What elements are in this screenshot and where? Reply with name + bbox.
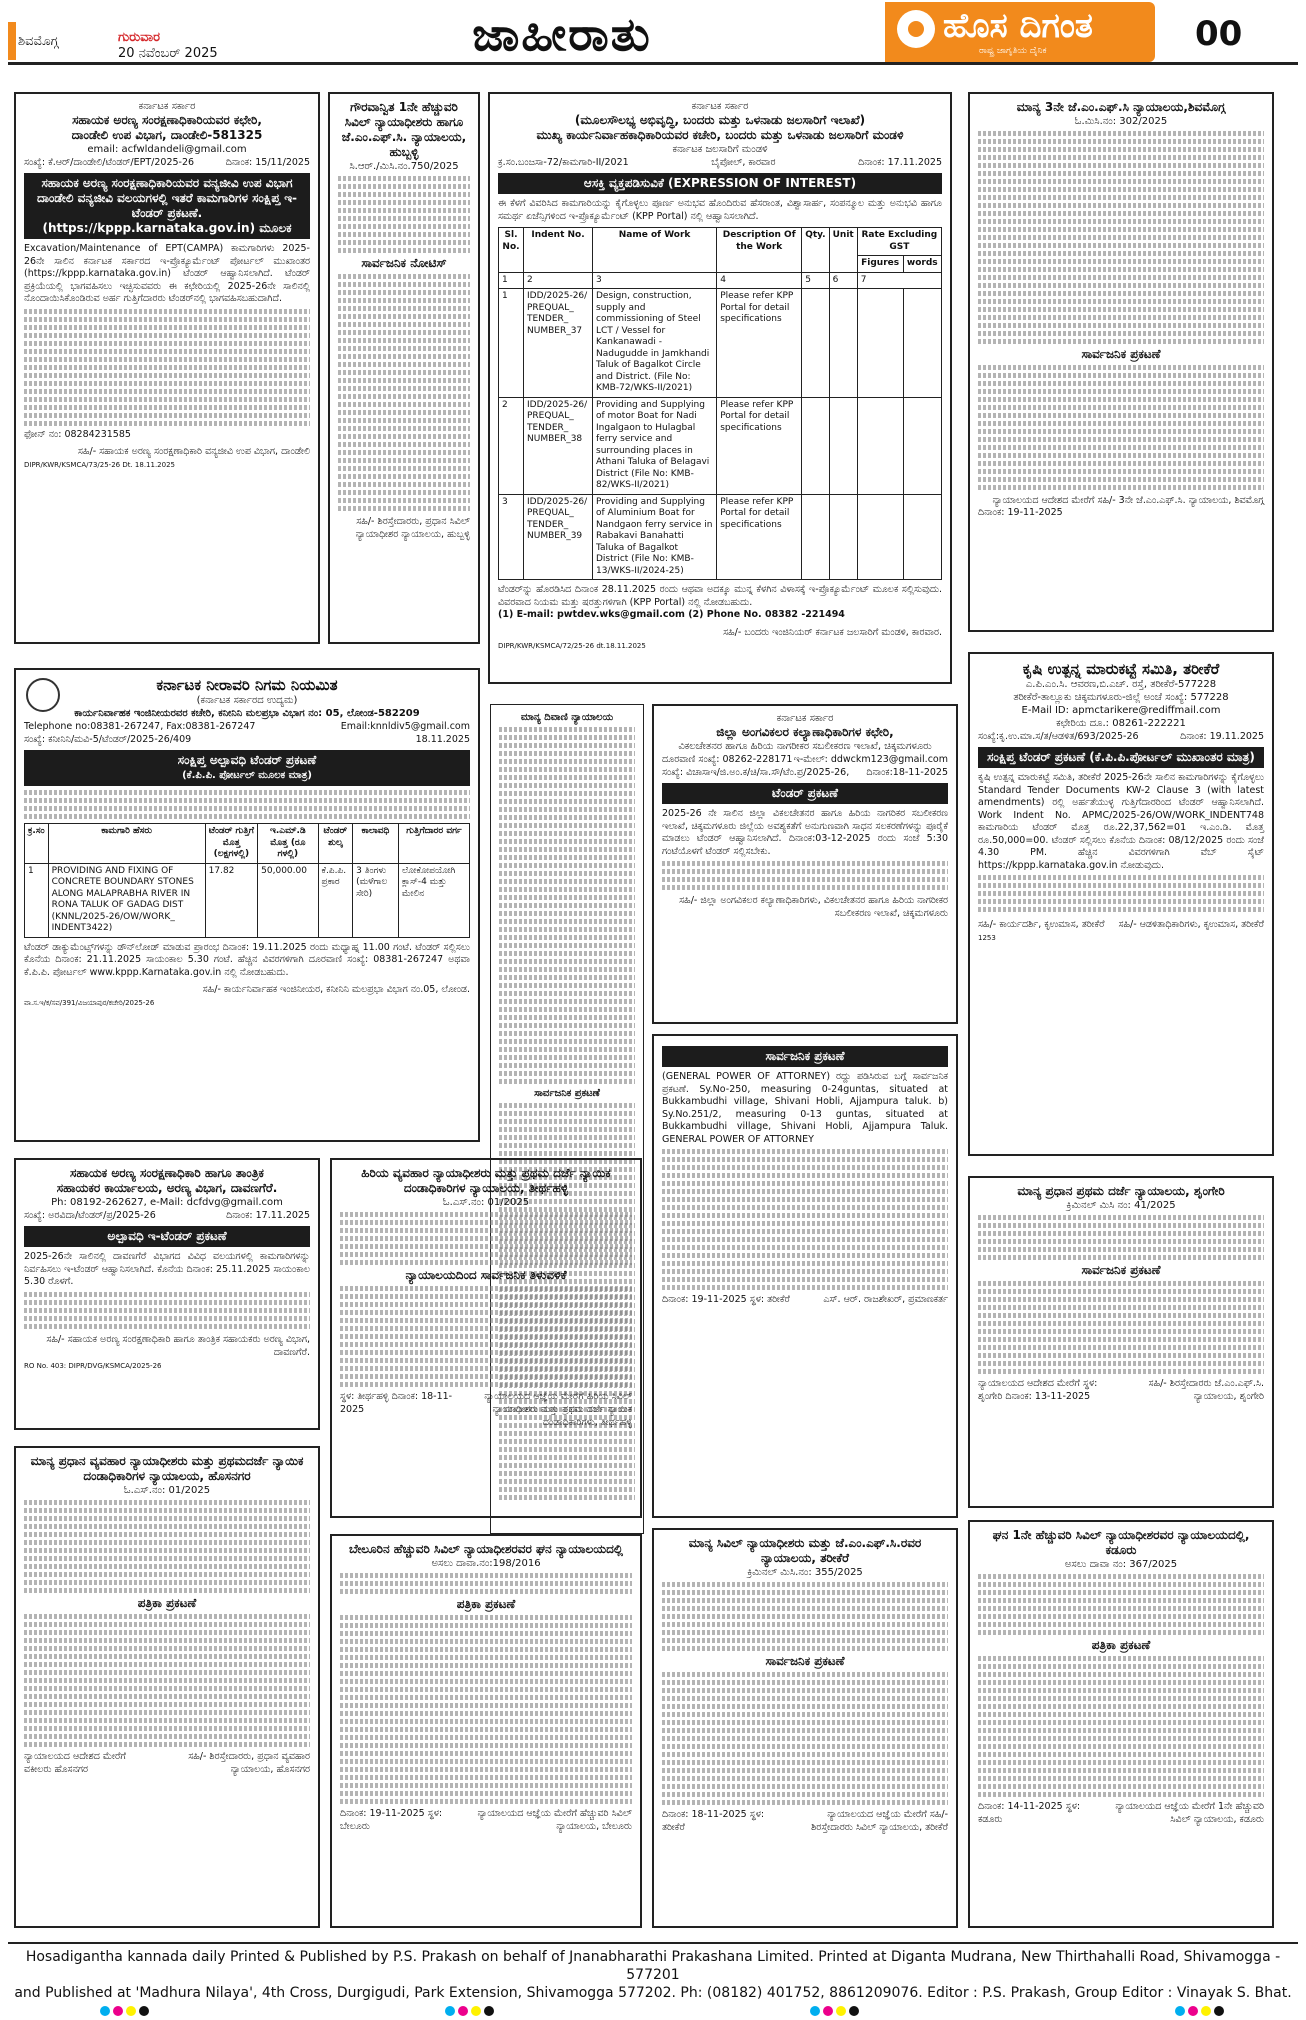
cyan-mark-icon [100, 2006, 110, 2016]
ad-case-number: ಕ್ರಿಮಿನಲ್ ಮಿಸಿ.ನಂ: 355/2025 [747, 1567, 863, 1578]
col-subheader: Figures [857, 256, 903, 273]
ad-signature-right: ನ್ಯಾಯಾಲಯದ ಆಜ್ಞೆಯ ಮೇರೆಗೆ ಸಹಿ/- ಶಿರಸ್ತೇದಾರರು ಸಿವಿಲ್ ನ್ಯಾಯಾಲಯ, ತರೀಕೆರೆ [811, 1809, 948, 1833]
ad-body: ಕೃಷಿ ಉತ್ಪನ್ನ ಮಾರುಕಟ್ಟೆ ಸಮಿತಿ, ತರೀಕೆರೆ 2025-26ನೇ ಸಾಲಿನ ಕಾಮಗಾರಿಗಳನ್ನು ಕೈಗೊಳ್ಳಲು Standard Tender Documents KW-2 Clause 3 (with latest amendments) ರಲ್ಲಿ ಅರ್ಹತೆಯುಳ್ಳ ಗುತ್ತಿಗೆದಾರರಿಂದ ಟೆಂಡರ್ ಆಹ್ವಾನಿಸಲಾಗಿದೆ. Work Indent No. APMC/2025-26/OW/WORK_INDENT748 ಕಾಮಗಾರಿಯ ಟೆಂಡರ್ ಮೊತ್ತ ರೂ.22,37,562=01 ಇ.ಎಂ.ಡಿ. ಮೊತ್ತ ರೂ.50,000=00. ಟೆಂಡರ್ ಸಲ್ಲಿಸಲು ಕೊನೆಯ ದಿನಾಂಕ: 08/12/2025 ರಂದು ಸಂಜೆ 4.30 PM. ಹೆಚ್ಚಿನ ವಿವರಗಳಿಗಾಗಿ ವೆಬ್ ಸೈಟ್ https://kppp.karnataka.gov.in ನೋಡುವುದು. [978, 772, 1264, 871]
ad-signature-left: ದಿನಾಂಕ: 19-11-2025 ಸ್ಥಳ: ಬೇಲೂರು [340, 1808, 443, 1832]
ad-subheading: ಸಾರ್ವಜನಿಕ ಪ್ರಕಟಣೆ [534, 1088, 600, 1099]
ad-office-title: ಸಹಾಯಕ ಅರಣ್ಯ ಸಂರಕ್ಷಣಾಧಿಕಾರಿ ಹಾಗೂ ತಾಂತ್ರಿಕ [70, 1166, 264, 1180]
ad-notice-bar: ಸಾರ್ವಜನಿಕ ಪ್ರಕಟಣೆ [662, 1046, 948, 1067]
ad-address-2: ತರೀಕೆರೆ-ತಾಲ್ಲೂಕು ಚಿಕ್ಕಮಗಳೂರು-ಜಿಲ್ಲೆ ಅಂಚೆ ಸಂಖ್ಯೆ: 577228 [1013, 692, 1229, 703]
col-header: ಟೆಂಡರ್ ಶುಲ್ಕ [318, 824, 353, 864]
magenta-mark-icon [1188, 2006, 1198, 2016]
ad-date: ದಿನಾಂಕ: 19.11.2025 [1180, 731, 1264, 742]
ad-ref-row [498, 156, 942, 169]
cell-desc: Please refer KPP Portal for detail specifications [717, 289, 802, 398]
col-header: ಗುತ್ತಿಗೆದಾರರ ವರ್ಗ [398, 824, 469, 864]
ad-notice-subtitle: (ಕೆ.ಪಿ.ಪಿ. ಪೋರ್ಟಲ್ ಮೂಲಕ ಮಾತ್ರ) [182, 770, 312, 781]
cell-unit [829, 289, 857, 398]
cell-words [903, 397, 941, 494]
ad-contact: Ph: 08192-262627, e-Mail: dcfdvg@gmail.com [51, 1197, 283, 1208]
ad-notice-bar [24, 750, 470, 786]
ad-signature-right: ಸಹಿ/- ಶಿರಸ್ತೇದಾರರು ಜೆ.ಎಂ.ಎಫ್.ಸಿ. ನ್ಯಾಯಾಲಯ, ಶೃಂಗೇರಿ [1148, 1378, 1264, 1402]
ad-intro: ಈ ಕೆಳಗೆ ವಿವರಿಸಿದ ಕಾಮಗಾರಿಯನ್ನು ಕೈಗೊಳ್ಳಲು ಪೂರ್ಣ ಅನುಭವ ಹೊಂದಿರುವ ಹೆಸರಾಂತ, ವಿಶ್ವಾಸಾರ್ಹ, ಸಂಪನ್ಮೂಲ ಮತ್ತು ಅನುಭವಿ ಹಾಗೂ ಸಮರ್ಥ ಏಜೆನ್ಸಿಗಳಿಂದ ಇ-ಪ್ರೊಕ್ಯೂರ್ಮೆಂಟ್ (KPP Portal) ನಲ್ಲಿ ಆಹ್ವಾನಿಸಲಾಗಿದೆ. [498, 198, 942, 222]
ad-body-text-lines-2 [978, 365, 1264, 490]
registration-marks [100, 2006, 149, 2016]
ad-body-text-lines [662, 861, 948, 890]
imprint-footer [0, 1942, 1306, 2002]
imprint-line-1: Hosadigantha kannada daily Printed & Published by P.S. Prakash on behalf of Jnanabharathi Prakashana Limited. Printed at Diganta Mudrana, New Thirthahalli Road, Shivamogga - 577201 [25, 1949, 1281, 1983]
ad-email: ಇ-ಮೇಲ್: ddwckm123@gmail.com [793, 754, 948, 765]
black-mark-icon [484, 2006, 494, 2016]
ad-subheading: ಸಾರ್ವಜನಿಕ ಪ್ರಕಟಣೆ [765, 1654, 845, 1668]
ad-ref: ಸಂಖ್ಯೆ:ಕೃ.ಉ.ಮಾ.ಸ/ತ/ಆಡಳಿತ/693/2025-26 [978, 731, 1139, 742]
registration-marks [1175, 2006, 1224, 2016]
ad-footer-text: ಟೆಂಡರ್‌ನ್ನು ಹೊರಡಿಸಿದ ದಿನಾಂಕ 28.11.2025 ರಂದು ಆಥವಾ ಅದಕ್ಕೂ ಮುನ್ನ ಕೆಳಗಿನ ವಿಳಾಸಕ್ಕೆ ಇ-ಪ್ರೊಕ್ಯೂರ್ಮೆಂಟ್ ಮೂಲಕ ಸಲ್ಲಿಸುವುದು. ವಿವರವಾದ ನಿಯಮ ಮತ್ತು ಷರತ್ತುಗಳಿಗಾಗಿ (KPP Portal) ನಲ್ಲಿ ನೋಡಬಹುದು. [498, 584, 942, 608]
cell-sl: 1 [25, 863, 49, 937]
ad-body-text-lines [662, 1149, 948, 1290]
col-number: 2 [524, 272, 593, 289]
ad-dipr-code: DIPR/KWR/KSMCA/73/25-26 Dt. 18.11.2025 [24, 461, 175, 469]
ad-case-number: ಓ.ಮಿಸಿ.ನಂ: 302/2025 [1074, 116, 1168, 127]
cell-figures [857, 397, 903, 494]
page-header [0, 0, 1306, 66]
cell-emd: 50,000.00 [258, 863, 318, 937]
ad-hubballi-court-notice [328, 92, 480, 644]
edition-date: 20 ನವೆಂಬರ್ 2025 [118, 46, 218, 61]
ad-date: 18.11.2025 [415, 734, 470, 745]
ad-office-title: ಸಹಾಯಕ ಅರಣ್ಯ ಸಂರಕ್ಷಣಾಧಿಕಾರಿಯವರ ಕಛೇರಿ, [72, 113, 262, 127]
brand-emblem-icon [897, 10, 935, 48]
cell-sl: 1 [499, 289, 524, 398]
col-header: Name of Work [593, 228, 717, 273]
cell-work: Design, construction, supply and commissioning of Steel LCT / Vessel for Kankanawadi - Nadugudde in Jamkhandi Taluk of Bagalkot Circle and District. (File No: KMB-72/WKS-II/2021) [593, 289, 717, 398]
footer-rule [8, 1942, 1298, 1944]
brand-logo [885, 2, 1155, 62]
ad-notice-bar: ಅಲ್ಪಾವಧಿ ಇ-ಟೆಂಡರ್ ಪ್ರಕಟಣೆ [24, 1226, 310, 1247]
ad-subheading: ಸಾರ್ವಜನಿಕ ಪ್ರಕಟಣೆ [1081, 1263, 1161, 1277]
ad-body: ಟೆಂಡರ್ ಡಾಕ್ಯುಮೆಂಟ್ಸ್‌ಗಳನ್ನು ಡೌನ್‌ಲೋಡ್ ಮಾಡುವ ಪ್ರಾರಂಭ ದಿನಾಂಕ: 19.11.2025 ರಂದು ಮಧ್ಯಾಹ್ನ 11.00 ಗಂಟೆ. ಟೆಂಡರ್ ಸಲ್ಲಿಸಲು ಕೊನೆಯ ದಿನಾಂಕ: 21.11.2025 ಸಾಯಂಕಾಲ 5.30 ಗಂಟೆ. ಹೆಚ್ಚಿನ ವಿವರಗಳಿಗಾಗಿ ದೂರವಾಣಿ ಸಂಖ್ಯೆ: 08381-267247 ಅಥವಾ ಕೆ.ಪಿ.ಪಿ. ಪೋರ್ಟಲ್ www.kppp.Karnataka.gov.in ನಲ್ಲಿ ನೋಡಬಹುದು. [24, 941, 470, 978]
ad-contact: (1) E-mail: pwtdev.wks@gmail.com (2) Phone No. 08382 -221494 [498, 609, 845, 620]
cell-desc: Please refer KPP Portal for detail specifications [717, 494, 802, 580]
ad-signature-row [978, 1377, 1264, 1403]
col-subheader: words [903, 256, 941, 273]
col-header: ಕ್ರ.ಸಂ [25, 824, 49, 864]
ad-court-title: ಮಾನ್ಯ 3ನೇ ಜೆ.ಎಂ.ಎಫ್.ಸಿ ನ್ಯಾಯಾಲಯ,ಶಿವಮೊಗ್ಗ [1016, 100, 1226, 114]
cell-fee: ಕೆ.ಪಿ.ಪಿ. ಪ್ರಕಾರ [318, 863, 353, 937]
col-number: 4 [717, 272, 802, 289]
cell-words [903, 494, 941, 580]
ad-notice-bar: ಸಂಕ್ಷಿಪ್ತ ಟೆಂಡರ್ ಪ್ರಕಟಣೆ (ಕೆ.ಪಿ.ಪಿ.ಪೋರ್ಟಲ್ ಮುಖಾಂತರ ಮಾತ್ರ) [978, 747, 1264, 768]
ad-body-text-lines [978, 131, 1264, 344]
table-row [499, 289, 942, 398]
col-header: Qty. [802, 228, 829, 273]
ad-date: ದಿನಾಂಕ: 15/11/2025 [225, 157, 310, 168]
ad-tel: Telephone no:08381-267247, Fax:08381-267247 [24, 721, 256, 732]
ad-signature-row [340, 1807, 632, 1833]
ad-body-text-lines [24, 790, 470, 819]
ad-body-text-lines [24, 1292, 310, 1329]
ad-notice-bar: ಸಹಾಯಕ ಅರಣ್ಯ ಸಂರಕ್ಷಣಾಧಿಕಾರಿಯವರ ವನ್ಯಜೀವಿ ಉಪ ವಿಭಾಗ ದಾಂಡೇಲಿ ವನ್ಯಜೀವಿ ವಲಯಗಳಲ್ಲಿ ಇತರೆ ಕಾಮಗಾರಿಗಳ ಸಂಕ್ಷಿಪ್ತ ಇ-ಟೆಂಡರ್ ಪ್ರಕಟಣೆ. (https://kppp.karnataka.gov.in) ಮೂಲಕ [24, 173, 310, 239]
ad-address: ಎ.ಪಿ.ಎಂ.ಸಿ. ಆವರಣ,ಬಿ.ಎಚ್. ರಸ್ತೆ, ತರೀಕೆರೆ-577228 [1025, 679, 1217, 690]
col-header: Sl. No. [499, 228, 524, 273]
ad-signature-left: ಸ್ಥಳ: ತೀರ್ಥಹಳ್ಳಿ ದಿನಾಂಕ: 18-11-2025 [340, 1391, 453, 1415]
ad-body-text-lines-2 [340, 1286, 632, 1387]
ad-notice-bar: ಆಸಕ್ತಿ ವ್ಯಕ್ತಪಡಿಸುವಿಕೆ (EXPRESSION OF INTEREST) [498, 173, 942, 194]
cell-qty [802, 494, 829, 580]
ad-subheading: ಸಾರ್ವಜನಿಕ ನೋಟಿಸ್ [361, 256, 447, 270]
ad-body-text-lines-2 [978, 1656, 1264, 1797]
ad-dipr-code: ವಾ.ಸ.ಇ/ಕ/ಸವ/391/ವಿಜಯಾಪುರ/ಕಚೇರಿ/2025-26 [24, 999, 155, 1007]
ad-notice-title: ಸಂಕ್ಷಿಪ್ತ ಅಲ್ಪಾವಧಿ ಟೆಂಡರ್ ಪ್ರಕಟಣೆ [177, 753, 317, 767]
ad-board-name: ಕರ್ನಾಟಕ ಜಲಸಾರಿಗೆ ಮಂಡಳಿ [672, 144, 768, 155]
ad-thirthahalli-court-notice [330, 1158, 642, 1518]
yellow-mark-icon [1201, 2006, 1211, 2016]
ad-ref-row [978, 730, 1264, 743]
ad-gov-label: ಕರ್ನಾಟಕ ಸರ್ಕಾರ [138, 101, 196, 112]
ad-signature-row [978, 1800, 1264, 1826]
cell-indent: IDD/2025-26/ PREQUAL_ TENDER_ NUMBER_39 [524, 494, 593, 580]
col-number: 1 [499, 272, 524, 289]
registration-marks [810, 2006, 859, 2016]
ad-ref-row [24, 1209, 310, 1222]
ad-signature-left: ದಿನಾಂಕ: 14-11-2025 ಸ್ಥಳ: ಕಡೂರು [978, 1801, 1081, 1825]
ad-signature-row [662, 1293, 948, 1306]
ad-signature-row [24, 1750, 310, 1776]
cyan-mark-icon [445, 2006, 455, 2016]
black-mark-icon [1214, 2006, 1224, 2016]
ad-signature: ನ್ಯಾಯಾಲಯದ ಆದೇಶದ ಮೇರೆಗೆ ಸಹಿ/- 3ನೇ ಜೆ.ಎಂ.ಎಫ್.ಸಿ. ನ್ಯಾಯಾಲಯ, ಶಿವಮೊಗ್ಗ [992, 495, 1264, 506]
ad-phone: ಕಛೇರಿಯ ದೂ.: 08261-222221 [1056, 718, 1186, 729]
ad-case-number: ಓ.ಎಸ್.ನಂ: 01/2025 [123, 1485, 211, 1496]
cell-indent: IDD/2025-26/ PREQUAL_ TENDER_ NUMBER_37 [524, 289, 593, 398]
col-header: ಕಾಮಗಾರಿ ಹೆಸರು [48, 824, 205, 864]
ad-case-number: ಓ.ಎಸ್.ನಂ: 01/2025 [442, 1197, 530, 1208]
magenta-mark-icon [113, 2006, 123, 2016]
table-header-row [499, 228, 942, 256]
black-mark-icon [139, 2006, 149, 2016]
ad-waterways-eoi [488, 92, 952, 684]
ad-signature-row [978, 918, 1264, 931]
cell-indent: IDD/2025-26/ PREQUAL_ TENDER_ NUMBER_38 [524, 397, 593, 494]
ad-email: email: acfwldandeli@gmail.com [87, 144, 247, 155]
ad-gpa-cancellation-notice [652, 1034, 958, 1518]
cell-name: PROVIDING AND FIXING OF CONCRETE BOUNDARY STONES ALONG MALAPRABHA RIVER IN RONA TALUK OF GADAG DIST (KNNL/2025-26/OW/WORK_ INDENT3422) [48, 863, 205, 937]
ad-contact-row [24, 720, 470, 733]
ad-dept: ವಿಕಲಚೇತನರ ಹಾಗೂ ಹಿರಿಯ ನಾಗರೀಕರ ಸಬಲೀಕರಣ ಇಲಾಖೆ, ಚಿಕ್ಕಮಗಳೂರು [678, 741, 932, 752]
section-title: ಜಾಹೀರಾತು [472, 7, 652, 61]
ad-forest-dandeli-tender [14, 92, 320, 644]
ad-ref: ಕ್ರ.ಸಂ.ಬಂಜಸಾ-72/ಕಾಮಗಾರಿ-II/2021 [498, 157, 629, 168]
ad-signature: ಸಹಿ/- ಶಿರಸ್ತೇದಾರರು, ಪ್ರಧಾನ ಸಿವಿಲ್ ನ್ಯಾಯಾಧೀಶರ ನ್ಯಾಯಾಲಯ, ಹುಬ್ಬಳ್ಳಿ [355, 516, 470, 540]
cell-sl: 3 [499, 494, 524, 580]
ad-org-name: ಕೃಷಿ ಉತ್ಪನ್ನ ಮಾರುಕಟ್ಟೆ ಸಮಿತಿ, ತರೀಕೆರೆ [1022, 660, 1220, 678]
ad-place: ಬೈಪೋಲ್, ಕಾರವಾರ [711, 157, 776, 168]
cell-qty [802, 397, 829, 494]
ad-forest-davangere-tender [14, 1158, 320, 1430]
ad-body: 2025-26 ನೇ ಸಾಲಿನ ಜಿಲ್ಲಾ ವಿಕಲಚೇತನರ ಹಾಗೂ ಹಿರಿಯ ನಾಗರಿಕರ ಸಬಲೀಕರಣ ಇಲಾಖೆ, ಚಿಕ್ಕಮಗಳೂರು ಜಿಲ್ಲೆಯ ಅವಶ್ಯಕತೆಗೆ ಅನುಗುಣವಾಗಿ ಸಾಧನ ಸಲಕರಣೆಗಳನ್ನು ಪೂರೈಕೆ ಮಾಡಲು ಟೆಂಡರ್ ಆಹ್ವಾನಿಸಲಾಗಿದೆ. ದಿನಾಂಕ:03-12-2025 ರಂದು ಸಂಜೆ 5:30 ಗಂಟೆಯೊಳಗೆ ಟೆಂಡರ್ ಸಲ್ಲಿಸಬೇಕು. [662, 808, 948, 857]
col-number: 6 [829, 272, 857, 289]
ad-date: ದಿನಾಂಕ: 17.11.2025 [858, 157, 942, 168]
ad-signature-right: ನ್ಯಾಯಾಲಯದ ಆಜ್ಞೆಯ ಮೇರೆಗೆ ಹಿರಿಯ ಸಿವಿಲ್ ನ್ಯಾಯಾಧೀಶರು ಮತ್ತು ಪ್ರಥಮ ದರ್ಜೆ ನ್ಯಾಯಿಕ ದಂಡಾಧಿಕಾರಿಗಳು, ತೀರ್ಥಹಳ್ಳಿ [484, 1391, 632, 1428]
ad-ref-row [24, 156, 310, 169]
ad-signature-right: ಸಹಿ/- ಶಿರಸ್ತೇದಾರರು, ಪ್ರಧಾನ ವ್ಯವಹಾರ ನ್ಯಾಯಾಲಯ, ಹೊಸನಗರ [188, 1751, 310, 1775]
ad-signature-right: ನ್ಯಾಯಾಲಯದ ಆಜ್ಞೆಯ ಮೇರೆಗೆ 1ನೇ ಹೆಚ್ಚುವರಿ ಸಿವಿಲ್ ನ್ಯಾಯಾಲಯ, ಕಡೂರು [1115, 1801, 1264, 1825]
ad-office: ಕಾರ್ಯನಿರ್ವಾಹಕ ಇಂಜಿನೀಯರವರ ಕಚೇರಿ, ಕನೀನಿನಿ ಮಲಪ್ರಭಾ ವಿಭಾಗ ನಂ: 05, ಲೋಂಡ-582209 [74, 708, 420, 719]
col-header: ಕಾಲಾವಧಿ [353, 824, 399, 864]
ad-signature-left: ಸಹಿ/- ಕಾರ್ಯದರ್ಶಿ, ಕೃಉಮಾಸ, ತರೀಕೆರೆ [978, 919, 1105, 930]
col-header: Description Of the Work [717, 228, 802, 273]
ad-date: ದಿನಾಂಕ: 17.11.2025 [226, 1210, 310, 1221]
cell-work: Providing and Supplying of Aluminium Boat for Nandgaon ferry service in Rabakavi Banahatti Taluka of Bagalkot District (File No: KMB-13/WKS-II/2024-25) [593, 494, 717, 580]
cell-qty [802, 289, 829, 398]
col-header: ಟೆಂಡರ್ ಗುತ್ತಿಗೆ ಮೊತ್ತ (ಲಕ್ಷಗಳಲ್ಲಿ) [205, 824, 258, 864]
table-row [499, 397, 942, 494]
page-number: 00 [1195, 14, 1243, 54]
ad-body-text-lines-2 [340, 1615, 632, 1804]
col-header: Rate Excluding GST [857, 228, 941, 256]
ad-body: Excavation/Maintenance of EPT(CAMPA) ಕಾಮಗಾರಿಗಳು 2025-26ನೇ ಸಾಲಿನ ಕರ್ನಾಟಕ ಸರ್ಕಾರದ ಇ-ಪ್ರೊಕ್ಯೂರ್ಮೆಂಟ್ ಪೋರ್ಟಲ್ ಮುಖಾಂತರ (https://kppp.karnataka.gov.in) ಟೆಂಡರ್ ಆಹ್ವಾನಿಸಲಾಗಿದೆ. ಟೆಂಡರ್ ಪ್ರಕ್ರಿಯೆಯಲ್ಲಿ ಭಾಗವಹಿಸಲು ಇಚ್ಛಿಸುವವರು ಈ ಕಛೇರಿಯಲ್ಲಿ 2025-26ನೇ ಸಾಲಿನಲ್ಲಿ ನೊಂದಾಯಿಸಿಕೊಂಡಿರುವ ಅರ್ಹ ಗುತ್ತಿಗೆದಾರರು ಟೆಂಡರ್‌ನಲ್ಲಿ ಭಾಗವಹಿಸಬಹುದಾಗಿದೆ. [24, 243, 310, 304]
cell-desc: Please refer KPP Portal for detail specifications [717, 397, 802, 494]
cell-figures [857, 494, 903, 580]
ad-body-text-lines [499, 727, 635, 1084]
ad-email: E-Mail ID: apmctarikere@rediffmail.com [1021, 705, 1221, 716]
col-header: Indent No. [524, 228, 593, 273]
cell-class: ಲೋಕೋಪಯೋಗಿ ಕ್ಲಾಸ್-4 ಮತ್ತು ಮೇಲಿನ [398, 863, 469, 937]
ad-disability-welfare-tender [652, 704, 958, 1024]
ad-signature-left: ನ್ಯಾಯಾಲಯದ ಆದೇಶದ ಮೇರೆಗೆ ವಕೀಲರು ಹೊಸನಗರ [24, 1751, 126, 1775]
knnl-logo-icon [26, 678, 60, 712]
ad-court-title: ಮಾನ್ಯ ಪ್ರಧಾನ ಪ್ರಥಮ ದರ್ಜೆ ನ್ಯಾಯಾಲಯ, ಶೃಂಗೇರಿ [1017, 1184, 1225, 1198]
cell-amount: 17.82 [205, 863, 258, 937]
cell-figures [857, 289, 903, 398]
ad-ref: ಸಂಖ್ಯೆ: ಅರವಿದಾ/ಟೆಂಡರ್/ಪ್ರ/2025-26 [24, 1210, 156, 1221]
table-header-row [25, 824, 470, 864]
ad-subheading: ಪತ್ರಿಕಾ ಪ್ರಕಟಣೆ [137, 1596, 197, 1610]
ad-dipr-code: RO No. 403: DIPR/DVG/KSMCA/2025-26 [24, 1361, 162, 1370]
ad-body-text-lines-2 [338, 274, 470, 511]
ad-signature-row [340, 1390, 632, 1429]
ad-belur-court-notice [330, 1534, 642, 1928]
ad-office-subtitle: ದಾಂಡೇಲಿ ಉಪ ವಿಭಾಗ, ದಾಂಡೇಲಿ-581325 [71, 128, 263, 142]
ad-date: ದಿನಾಂಕ:18-11-2025 [866, 767, 948, 778]
ad-case-number: ಕ್ರಿಮಿನಲ್ ಮಿಸಿ ನಂ: 41/2025 [1066, 1200, 1176, 1211]
ad-signature-row [662, 1808, 948, 1834]
col-number: 7 [857, 272, 941, 289]
yellow-mark-icon [126, 2006, 136, 2016]
ad-contact-row [662, 753, 948, 766]
ad-body-text-lines [662, 1582, 948, 1651]
ad-email: Email:knnldiv5@gmail.com [340, 721, 470, 732]
ad-subheading: ಪತ್ರಿಕಾ ಪ್ರಕಟಣೆ [456, 1597, 516, 1611]
col-number: 3 [593, 272, 717, 289]
registration-marks [445, 2006, 494, 2016]
eoi-table [498, 227, 942, 580]
ad-signature-left: ದಿನಾಂಕ: 19-11-2025 ಸ್ಥಳ: ತರೀಕೆರೆ [662, 1294, 790, 1305]
ad-body-text-lines-2 [24, 1614, 310, 1747]
ad-signature-right: ನ್ಯಾಯಾಲಯದ ಆಜ್ಞೆಯ ಮೇರೆಗೆ ಹೆಚ್ಚುವರಿ ಸಿವಿಲ್ ನ್ಯಾಯಾಲಯ, ಬೇಲೂರು [477, 1808, 632, 1832]
ad-subheading: ನ್ಯಾಯಾಲಯದಿಂದ ಸಾರ್ವಜನಿಕ ತಿಳುವಳಿಕೆ [405, 1268, 567, 1282]
ad-body-text-lines [340, 1573, 632, 1594]
ad-signature: ಸಹಿ/- ಜಿಲ್ಲಾ ಅಂಗವಿಕಲರ ಕಲ್ಯಾಣಾಧಿಕಾರಿಗಳು, ವಿಕಲಚೇತನರ ಹಾಗೂ ಹಿರಿಯ ನಾಗರೀಕರ ಸಬಲೀಕರಣ ಇಲಾಖೆ, ಚಿಕ್ಕಮಗಳೂರು [679, 895, 948, 919]
ad-body-text-lines [24, 1500, 310, 1593]
ad-office-title: ಜಿಲ್ಲಾ ಅಂಗವಿಕಲರ ಕಲ್ಯಾಣಾಧಿಕಾರಿಗಳ ಕಛೇರಿ, [716, 725, 894, 739]
ad-hosanagara-court-notice [14, 1446, 320, 1928]
ad-shivamogga-court-notice [968, 92, 1274, 632]
ad-phone: ಫೋನ್ ನಂ: 08284231585 [24, 428, 131, 440]
ad-office-title: ಮುಖ್ಯ ಕಾರ್ಯನಿರ್ವಾಹಕಾಧಿಕಾರಿಯವರ ಕಚೇರಿ, ಬಂದರು ಮತ್ತು ಒಳನಾಡು ಜಲಸಾರಿಗೆ ಮಂಡಳಿ [536, 128, 904, 142]
magenta-mark-icon [823, 2006, 833, 2016]
ad-notice-bar: ಟೆಂಡರ್ ಪ್ರಕಟಣೆ [662, 783, 948, 804]
magenta-mark-icon [458, 2006, 468, 2016]
ad-office-subtitle: ಸಹಾಯಕರ ಕಾರ್ಯಾಲಯ, ಅರಣ್ಯ ವಿಭಾಗ, ದಾವಣಗೆರೆ. [56, 1181, 278, 1195]
table-number-row [499, 272, 942, 289]
ad-signature-left: ನ್ಯಾಯಾಲಯದ ಆದೇಶದ ಮೇರೆಗೆ ಸ್ಥಳ: ಶೃಂಗೇರಿ ದಿನಾಂಕ: 13-11-2025 [978, 1378, 1098, 1402]
ad-ref: ಸಂಖ್ಯೆ: ವಿಚಾಸಾಇ/ಜಿ.ಅಂ.ಕ/ಚಿ/ಸಾ.ಸೌ/ಟೆಂ.ಪ್ರ/2025-26, [662, 767, 850, 778]
ad-body-text-lines [338, 176, 470, 253]
ad-body: (GENERAL POWER OF ATTORNEY) ರದ್ದು ಪಡಿಸಿರುವ ಬಗ್ಗೆ ಸಾರ್ವಜನಿಕ ಪ್ರಕಟಣೆ. Sy.No-250, measuring 0-24guntas, situated at Bukkambudhi village, Shivani Hobli, Ajjampura taluk. b) Sy.No.251/2, measuring 0-13 guntas, situated at Bukkambudhi village, Shivani Hobli, Ajjampura Taluk. GENERAL POWER OF ATTORNEY [662, 1071, 948, 1145]
ad-subheading: ಪತ್ರಿಕಾ ಪ್ರಕಟಣೆ [1091, 1638, 1151, 1652]
cell-words [903, 289, 941, 398]
ad-date: ದಿನಾಂಕ: 19-11-2025 [978, 507, 1063, 518]
ad-sringeri-court-notice [968, 1176, 1274, 1508]
cyan-mark-icon [810, 2006, 820, 2016]
yellow-mark-icon [471, 2006, 481, 2016]
ad-court-title: ಮಾನ್ಯ ಪ್ರಧಾನ ವ್ಯವಹಾರ ನ್ಯಾಯಾಧೀಶರು ಮತ್ತು ಪ್ರಥಮದರ್ಜೆ ನ್ಯಾಯಿಕ ದಂಡಾಧಿಕಾರಿಗಳ ನ್ಯಾಯಾಲಯ, ಹೊಸನಗರ [30, 1454, 304, 1483]
ad-ref-row [662, 766, 948, 779]
ad-org-subtitle: (ಕರ್ನಾಟಕ ಸರ್ಕಾರದ ಉದ್ಯಮ) [196, 695, 298, 706]
ad-gov-label: ಕರ್ನಾಟಕ ಸರ್ಕಾರ [776, 713, 834, 724]
ad-tarikere-court-notice [652, 1528, 958, 1928]
ad-ref-row [24, 733, 470, 746]
yellow-mark-icon [836, 2006, 846, 2016]
ad-body-text-lines [24, 309, 310, 426]
ad-court-title: ಗೌರವಾನ್ವಿತ 1ನೇ ಹೆಚ್ಚುವರಿ ಸಿವಿಲ್ ನ್ಯಾಯಾಧೀಶರು ಹಾಗೂ ಜೆ.ಎಂ.ಎಫ್.ಸಿ. ನ್ಯಾಯಾಲಯ, ಹುಬ್ಬಳ್ಳಿ [341, 100, 467, 159]
ad-ref: ಸಂಖ್ಯೆ: ಕೆ.ಆರ್/ದಾಂಡೇಲಿ/ಟೆಂಡರ್/EPT/2025-26 [24, 157, 195, 168]
ad-apmc-tarikere-tender [968, 652, 1274, 1156]
ad-dipr-code: 1253 [978, 934, 996, 942]
ad-org-name: ಕರ್ನಾಟಕ ನೀರಾವರಿ ನಿಗಮ ನಿಯಮಿತ [156, 676, 338, 694]
ad-signature: ಸಹಿ/- ಬಂದರು ಇಂಜಿನಿಯರ್ ಕರ್ನಾಟಕ ಜಲಸಾರಿಗೆ ಮಂಡಳಿ, ಕಾರವಾರ. [723, 626, 942, 638]
ad-signature: ಸಹಿ/- ಸಹಾಯಕ ಅರಣ್ಯ ಸಂರಕ್ಷಣಾಧಿಕಾರಿ ಹಾಗೂ ತಾಂತ್ರಿಕ ಸಹಾಯಕರು ಅರಣ್ಯ ವಿಭಾಗ, ದಾವಣಗೆರೆ. [46, 1333, 310, 1358]
ad-signature-right: ಎಸ್. ಆರ್. ರಾಜಶೇಖರ್, ಪ್ರಮಾಣಕರ್ತ [823, 1294, 948, 1305]
ad-case-number: ಸಿ.ಆರ್./ಮಿಸಿ.ನಂ.750/2025 [349, 161, 459, 172]
ad-signature: ಸಹಿ/- ಸಹಾಯಕ ಅರಣ್ಯ ಸಂರಕ್ಷಣಾಧಿಕಾರಿ ವನ್ಯಜೀವಿ ಉಪ ವಿಭಾಗ, ದಾಂಡೇಲಿ [77, 446, 310, 457]
ad-dept: (ಮೂಲಸೌಲಭ್ಯ ಅಭಿವೃದ್ಧಿ, ಬಂದರು ಮತ್ತು ಒಳನಾಡು ಜಲಸಾರಿಗೆ ಇಲಾಖೆ) [574, 113, 866, 127]
edition-date-block [118, 30, 218, 62]
ad-kadur-court-notice [968, 1520, 1274, 1928]
ad-body-text-lines [978, 1215, 1264, 1260]
ad-body: 2025-26ನೇ ಸಾಲಿನಲ್ಲಿ ದಾವಣಗೆರೆ ವಿಭಾಗದ ವಿವಿಧ ವಲಯಗಳಲ್ಲಿ ಕಾಮಗಾರಿಗಳನ್ನು ನಿರ್ವಹಿಸಲು ಇ-ಟೆಂಡರ್ ಆಹ್ವಾನಿಸಲಾಗಿದೆ. ಕೊನೆಯ ದಿನಾಂಕ: 25.11.2025 ಸಾಯಂಕಾಲ 5.30 ರೊಳಗೆ. [24, 1251, 310, 1287]
ad-court-title: ಮಾನ್ಯ ದಿವಾಣಿ ನ್ಯಾಯಾಲಯ [520, 712, 614, 723]
ad-body-text-lines [978, 875, 1264, 912]
brand-tagline: ರಾಷ್ಟ್ರ ಜಾಗೃತಿಯ ದೈನಿಕ [979, 46, 1047, 56]
brand-name: ಹೊಸ ದಿಗಂತ [943, 6, 1093, 46]
cell-unit [829, 397, 857, 494]
col-number: 5 [802, 272, 829, 289]
cell-unit [829, 494, 857, 580]
imprint-line-2: and Published at 'Madhura Nilaya', 4th Cross, Durgigudi, Park Extension, Shivamogga 577202. Ph: (08182) 401752, 8861209076. Editor : P.S. Prakash, Group Editor : Vinayak S. Bhat. [14, 1985, 1292, 2001]
ad-case-number: ಅಸಲು ದಾವಾ.ನಂ:198/2016 [431, 1558, 541, 1569]
ad-ref: ಸಂಖ್ಯೆ: ಕನೀನಿನಿ/ಮವಿ-5/ಟೆಂಡರ್/2025-26/409 [24, 734, 192, 745]
ad-court-title: ಹಿರಿಯ ವ್ಯವಹಾರ ನ್ಯಾಯಾಧೀಶರು ಮತ್ತು ಪ್ರಥಮ ದರ್ಜೆ ನ್ಯಾಯಿಕ ದಂಡಾಧಿಕಾರಿಗಳ ನ್ಯಾಯಾಲಯ, ತೀರ್ಥಹಳ್ಳಿ [361, 1166, 611, 1195]
ad-signature-left: ದಿನಾಂಕ: 18-11-2025 ಸ್ಥಳ: ತರೀಕೆರೆ [662, 1809, 765, 1833]
table-row [25, 863, 470, 937]
ad-gov-label: ಕರ್ನಾಟಕ ಸರ್ಕಾರ [691, 101, 749, 112]
ad-court-title: ಬೇಲೂರಿನ ಹೆಚ್ಚುವರಿ ಸಿವಿಲ್ ನ್ಯಾಯಾಧೀಶರವರ ಘನ ನ್ಯಾಯಾಲಯದಲ್ಲಿ [349, 1542, 623, 1556]
ad-court-title: ಘನ 1ನೇ ಹೆಚ್ಚುವರಿ ಸಿವಿಲ್ ನ್ಯಾಯಾಧೀಶರವರ ನ್ಯಾಯಾಲಯದಲ್ಲಿ, ಕಡೂರು [992, 1528, 1250, 1557]
ad-knnl-tender [14, 668, 480, 1142]
ad-subheading: ಸಾರ್ವಜನಿಕ ಪ್ರಕಟಣೆ [1081, 347, 1161, 361]
col-header: ಇ.ಎಮ್.ಡಿ ಮೊತ್ತ (ರೂ ಗಳಲ್ಲಿ) [258, 824, 318, 864]
cell-work: Providing and Supplying of motor Boat for Nadi Ingalgaon to Hulagbal ferry service and surrounding places in Athani Taluka of Belagavi District (File No: KMB-82/WKS-II/2021) [593, 397, 717, 494]
table-row [499, 494, 942, 580]
ad-body-text-lines-2 [662, 1672, 948, 1805]
ad-case-number: ಅಸಲು ದಾವಾ ನಂ: 367/2025 [1064, 1559, 1178, 1570]
ad-signature: ಸಹಿ/- ಕಾರ್ಯನಿರ್ವಾಹಕ ಇಂಜಿನೀಯರ, ಕನೀನಿನಿ ಮಲಪ್ರಭಾ ವಿಭಾಗ ನಂ.05, ಲೋಂಡ. [202, 984, 470, 995]
ad-court-title: ಮಾನ್ಯ ಸಿವಿಲ್ ನ್ಯಾಯಾಧೀಶರು ಮತ್ತು ಜೆ.ಎಂ.ಎಫ್.ಸಿ.ರವರ ನ್ಯಾಯಾಲಯ, ತರೀಕೆರೆ [688, 1536, 922, 1565]
edition-day: ಗುರುವಾರ [118, 30, 160, 45]
col-header: Unit [829, 228, 857, 273]
cell-period: 3 ತಿಂಗಳು (ಮಳೆಗಾಲ ಸೇರಿ) [353, 863, 399, 937]
ad-body-text-lines-2 [978, 1281, 1264, 1374]
edition-location: ಶಿವಮೊಗ್ಗ [18, 34, 59, 49]
cyan-mark-icon [1175, 2006, 1185, 2016]
tender-table [24, 823, 470, 938]
ad-tel: ದೂರವಾಣಿ ಸಂಖ್ಯೆ: 08262-228171 [662, 754, 793, 765]
header-rule [8, 62, 1298, 65]
ad-body-text-lines [978, 1574, 1264, 1635]
header-accent-stripe [8, 22, 16, 60]
ad-dipr-code: DIPR/KWR/KSMCA/72/25-26 dt.18.11.2025 [498, 641, 646, 650]
ad-signature-right: ಸಹಿ/- ಆಡಳಿತಾಧಿಕಾರಿಗಳು, ಕೃಉಮಾಸ, ತರೀಕೆರೆ [1118, 919, 1264, 930]
ad-body-text-lines [340, 1212, 632, 1265]
cell-sl: 2 [499, 397, 524, 494]
black-mark-icon [849, 2006, 859, 2016]
